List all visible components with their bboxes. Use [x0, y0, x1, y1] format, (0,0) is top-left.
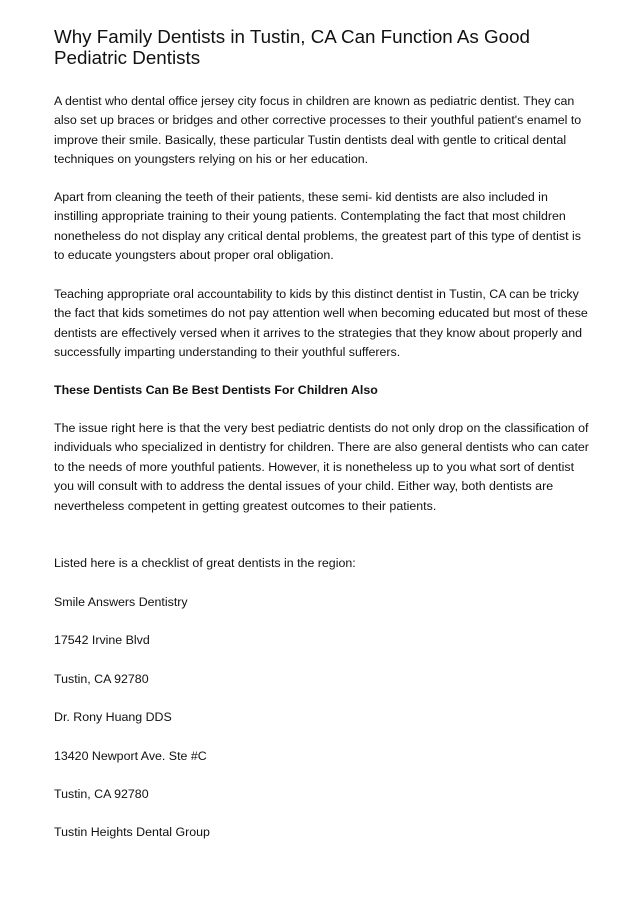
list-item: 13420 Newport Ave. Ste #C	[54, 749, 207, 763]
paragraph-best-pediatric: The issue right here is that the very best pediatric dentists do not only drop on the classification of individuals who specialized in dentistry for children. There are also general dentists who can cater to the needs of more youthful patients. However, it is nonetheless up to you what sort of dentist you will consult with to address the dental issues of your child. Either way, both dentists are nevertheless competent in getting greatest outcomes to their patients.	[54, 421, 589, 513]
list-item: 17542 Irvine Blvd	[54, 633, 150, 647]
list-item: Tustin, CA 92780	[54, 672, 149, 686]
paragraph-teaching: Teaching appropriate oral accountability to kids by this distinct dentist in Tustin, CA can be tricky the fact that kids sometimes do not pay attention well when becoming educated but most of these dentists are effectively versed when it arrives to the strategies that they know about properly and successfully imparting understanding to their youthful sufferers.	[54, 287, 588, 360]
paragraph-checklist-intro: Listed here is a checklist of great dentists in the region:	[54, 556, 356, 570]
list-item: Tustin Heights Dental Group	[54, 825, 210, 839]
list-item: Smile Answers Dentistry	[54, 595, 188, 609]
section-heading: These Dentists Can Be Best Dentists For Children Also	[54, 383, 378, 397]
document-title: Why Family Dentists in Tustin, CA Can Function As Good Pediatric Dentists	[54, 26, 530, 68]
paragraph-cleaning: Apart from cleaning the teeth of their patients, these semi- kid dentists are also included in instilling appropriate training to their young patients. Contemplating the fact that most children nonetheless do not display any critical dental problems, the greatest part of this type of dentist is to educate youngsters about proper oral obligation.	[54, 190, 581, 263]
paragraph-intro: A dentist who dental office jersey city focus in children are known as pediatric dentist. They can also set up braces or bridges and other corrective processes to their youthful patient's enamel to improve their smile. Basically, these particular Tustin dentists deal with gentle to critical dental techniques on youngsters relying on his or her education.	[54, 94, 582, 167]
list-item: Dr. Rony Huang DDS	[54, 710, 172, 724]
list-item: Tustin, CA 92780	[54, 787, 149, 801]
